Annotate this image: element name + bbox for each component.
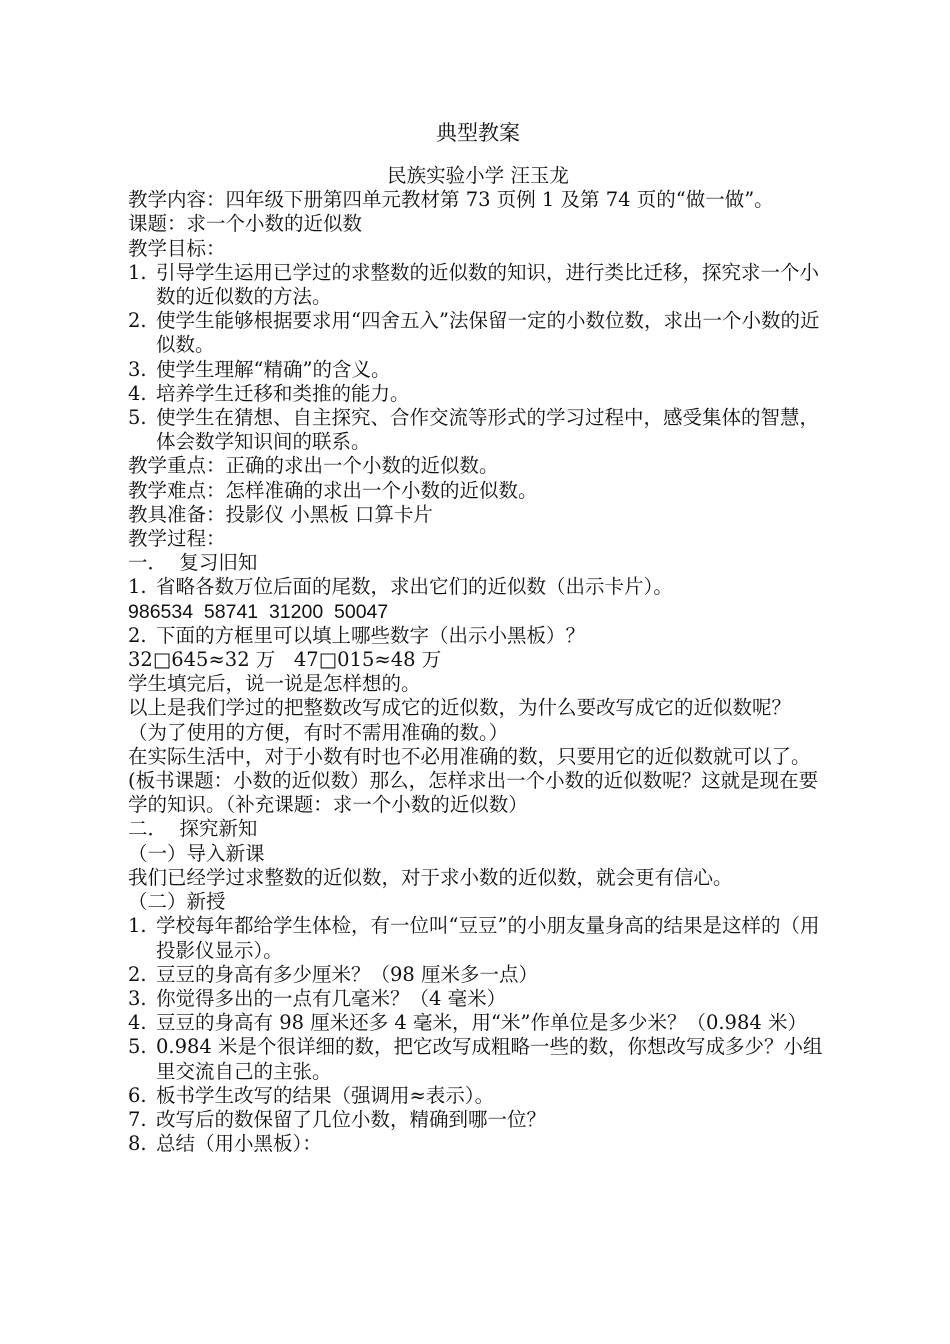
list-item — [128, 1108, 828, 1132]
list-item — [128, 382, 828, 406]
list-item — [128, 261, 828, 309]
item-number: 1. — [128, 575, 147, 599]
item-number: 4. — [128, 381, 147, 405]
item-text: 培养学生迁移和类推的能力。 — [156, 381, 410, 405]
item-text: 省略各数万位后面的尾数，求出它们的近似数（出示卡片）。 — [156, 575, 673, 599]
paragraph: 以上是我们学过的把整数改写成它的近似数，为什么要改写成它的近似数呢？（为了使用的方便，有时不需用准确的数。） — [128, 696, 792, 744]
item-number: 6. — [128, 1083, 147, 1107]
item-number: 2. — [128, 962, 147, 986]
item-number: 3. — [128, 986, 147, 1010]
item-text: 使学生理解“精确”的含义。 — [156, 357, 391, 381]
list-item — [128, 358, 828, 382]
list-item — [128, 406, 828, 454]
author-line: 民族实验小学 汪玉龙 — [387, 164, 569, 187]
list-item — [128, 963, 828, 987]
item-number: 5. — [128, 406, 147, 430]
list-item — [128, 624, 828, 648]
lesson-topic: 课题：求一个小数的近似数 — [128, 212, 363, 236]
numbers-line: 986534 58741 31200 50047 — [128, 600, 389, 623]
goals-heading: 教学目标： — [128, 236, 226, 260]
fill-in-line: 32□645≈32 万 47□015≈48 万 — [128, 648, 442, 672]
item-text: 豆豆的身高有多少厘米？（98 厘米多一点） — [156, 962, 539, 986]
paragraph: 我们已经学过求整数的近似数，对于求小数的近似数，就会更有信心。 — [128, 865, 733, 889]
section-heading-review: 一． 复习旧知 — [128, 551, 258, 575]
item-text: 板书学生改写的结果（强调用≈表示）。 — [156, 1083, 495, 1107]
process-heading: 教学过程： — [128, 527, 226, 551]
paragraph: 学生填完后，说一说是怎样想的。 — [128, 672, 421, 696]
subsection-heading: （二）新授 — [128, 890, 226, 914]
item-text: 你觉得多出的一点有几毫米？（4 毫米） — [156, 986, 507, 1010]
item-number: 2. — [128, 623, 147, 647]
document-page — [128, 118, 828, 1156]
list-item — [128, 575, 828, 599]
item-number: 2. — [128, 309, 147, 333]
item-number: 1. — [128, 914, 147, 938]
item-number: 8. — [128, 1132, 147, 1156]
list-item — [128, 309, 828, 357]
item-text: 0.984 米是个很详细的数，把它改写成粗略一些的数，你想改写成多少？小组里交流自己的主张。 — [156, 1035, 823, 1083]
steps-list — [128, 914, 828, 1156]
key-point: 教学重点：正确的求出一个小数的近似数。 — [128, 454, 499, 478]
goals-list — [128, 261, 828, 455]
item-text: 使学生在猜想、自主探究、合作交流等形式的学习过程中，感受集体的智慧，体会数学知识间的联系。 — [156, 406, 820, 454]
teaching-content: 教学内容：四年级下册第四单元教材第 73 页例 1 及第 74 页的“做一做”。 — [128, 188, 774, 212]
item-number: 3. — [128, 357, 147, 381]
item-text: 学校每年都给学生体检，有一位叫“豆豆”的小朋友量身高的结果是这样的（用投影仪显示）。 — [156, 914, 820, 962]
item-text: 引导学生运用已学过的求整数的近似数的知识，进行类比迁移，探究求一个小数的近似数的方法。 — [156, 260, 820, 309]
difficulty: 教学难点：怎样准确的求出一个小数的近似数。 — [128, 478, 538, 502]
subsection-heading: （一）导入新课 — [128, 841, 265, 865]
list-item — [128, 1132, 828, 1156]
item-number: 4. — [128, 1011, 147, 1035]
item-text: 下面的方框里可以填上哪些数字（出示小黑板）？ — [156, 623, 586, 647]
item-text: 总结（用小黑板）： — [156, 1132, 322, 1156]
list-item — [128, 1084, 828, 1108]
list-item — [128, 1011, 828, 1035]
item-number: 1. — [128, 260, 147, 284]
item-text: 豆豆的身高有 98 厘米还多 4 毫米，用“米”作单位是多少米？（0.984 米） — [156, 1011, 807, 1035]
list-item — [128, 987, 828, 1011]
list-item — [128, 914, 828, 962]
item-text: 使学生能够根据要求用“四舍五入”法保留一定的小数位数，求出一个小数的近似数。 — [156, 309, 820, 357]
paragraph: 在实际生活中，对于小数有时也不必用准确的数，只要用它的近似数就可以了。(板书课题：小数的近似数）那么，怎样求出一个小数的近似数呢？这就是现在要学的知识。（补充课题：求一个小数的近似数） — [128, 744, 819, 817]
item-text: 改写后的数保留了几位小数，精确到哪一位？ — [156, 1107, 547, 1131]
teaching-tools: 教具准备：投影仪 小黑板 口算卡片 — [128, 502, 433, 526]
item-number: 5. — [128, 1035, 147, 1059]
document-title: 典型教案 — [436, 121, 520, 145]
section-heading-explore: 二． 探究新知 — [128, 817, 258, 841]
item-number: 7. — [128, 1107, 147, 1131]
list-item — [128, 1035, 828, 1083]
